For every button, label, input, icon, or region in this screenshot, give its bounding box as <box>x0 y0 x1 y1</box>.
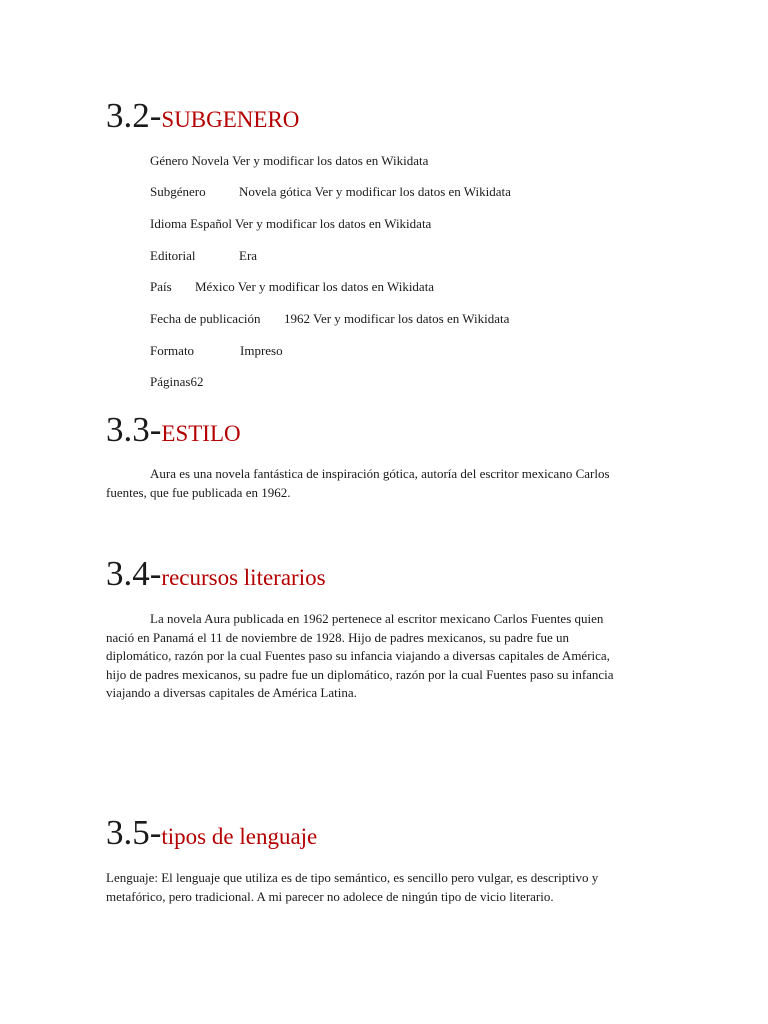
heading-3-5 <box>106 815 317 850</box>
row-fecha-label: Fecha de publicación <box>150 311 261 326</box>
paragraph-line: metafórico, pero tradicional. A mi parecer no adolece de ningún tipo de vicio literario. <box>106 888 554 904</box>
row-pais-label: País <box>150 279 172 294</box>
paragraph-lenguaje <box>106 869 666 906</box>
section-title: SUBGENERO <box>161 107 300 132</box>
paragraph-line: viajando a diversas capitales de América Latina. <box>106 685 357 700</box>
section-title: ESTILO <box>161 421 241 446</box>
row-subgenero-label: Subgénero <box>150 184 206 199</box>
heading-3-3 <box>106 412 241 447</box>
row-subgenero-value: Novela gótica Ver y modificar los datos en Wikidata <box>239 184 511 199</box>
row-formato-value: Impreso <box>240 343 283 358</box>
section-number: 3.3- <box>106 410 162 449</box>
row-paginas: Páginas62 <box>150 374 204 389</box>
row-genero: Género Novela Ver y modificar los datos en Wikidata <box>150 153 429 168</box>
section-number: 3.2- <box>106 96 162 135</box>
row-idioma: Idioma Español Ver y modificar los datos en Wikidata <box>150 216 432 231</box>
section-number: 3.4- <box>106 554 162 593</box>
paragraph-line: fuentes, que fue publicada en 1962. <box>106 484 291 500</box>
row-formato-label: Formato <box>150 343 195 358</box>
row-fecha-value: 1962 Ver y modificar los datos en Wikidata <box>284 311 510 326</box>
paragraph-line: hijo de padres mexicanos, su padre fue un diplomático, razón por la cual Fuentes paso su infancia <box>106 666 614 682</box>
paragraph-line: La novela Aura publicada en 1962 pertenece al escritor mexicano Carlos Fuentes quien <box>150 611 604 626</box>
paragraph-line: nació en Panamá el 11 de noviembre de 1928. Hijo de padres mexicanos, su padre fue un <box>106 629 570 645</box>
section-title: tipos de lenguaje <box>161 824 318 849</box>
heading-3-2 <box>106 98 299 133</box>
row-pais-value: México Ver y modificar los datos en Wikidata <box>195 279 435 294</box>
row-editorial-label: Editorial <box>150 248 196 263</box>
paragraph-estilo <box>106 465 666 502</box>
paragraph-line: Aura es una novela fantástica de inspiración gótica, autoría del escritor mexicano Carlos <box>150 466 610 481</box>
paragraph-recursos <box>106 610 666 703</box>
paragraph-line: diplomático, razón por la cual Fuentes paso su infancia viajando a diversas capitales de América, <box>106 648 610 663</box>
row-editorial-value: Era <box>239 248 258 263</box>
section-title: recursos literarios <box>161 565 326 590</box>
section-number: 3.5- <box>106 813 162 852</box>
heading-3-4 <box>106 556 326 591</box>
paragraph-line: Lenguaje: El lenguaje que utiliza es de tipo semántico, es sencillo pero vulgar, es descriptivo y <box>106 870 599 885</box>
